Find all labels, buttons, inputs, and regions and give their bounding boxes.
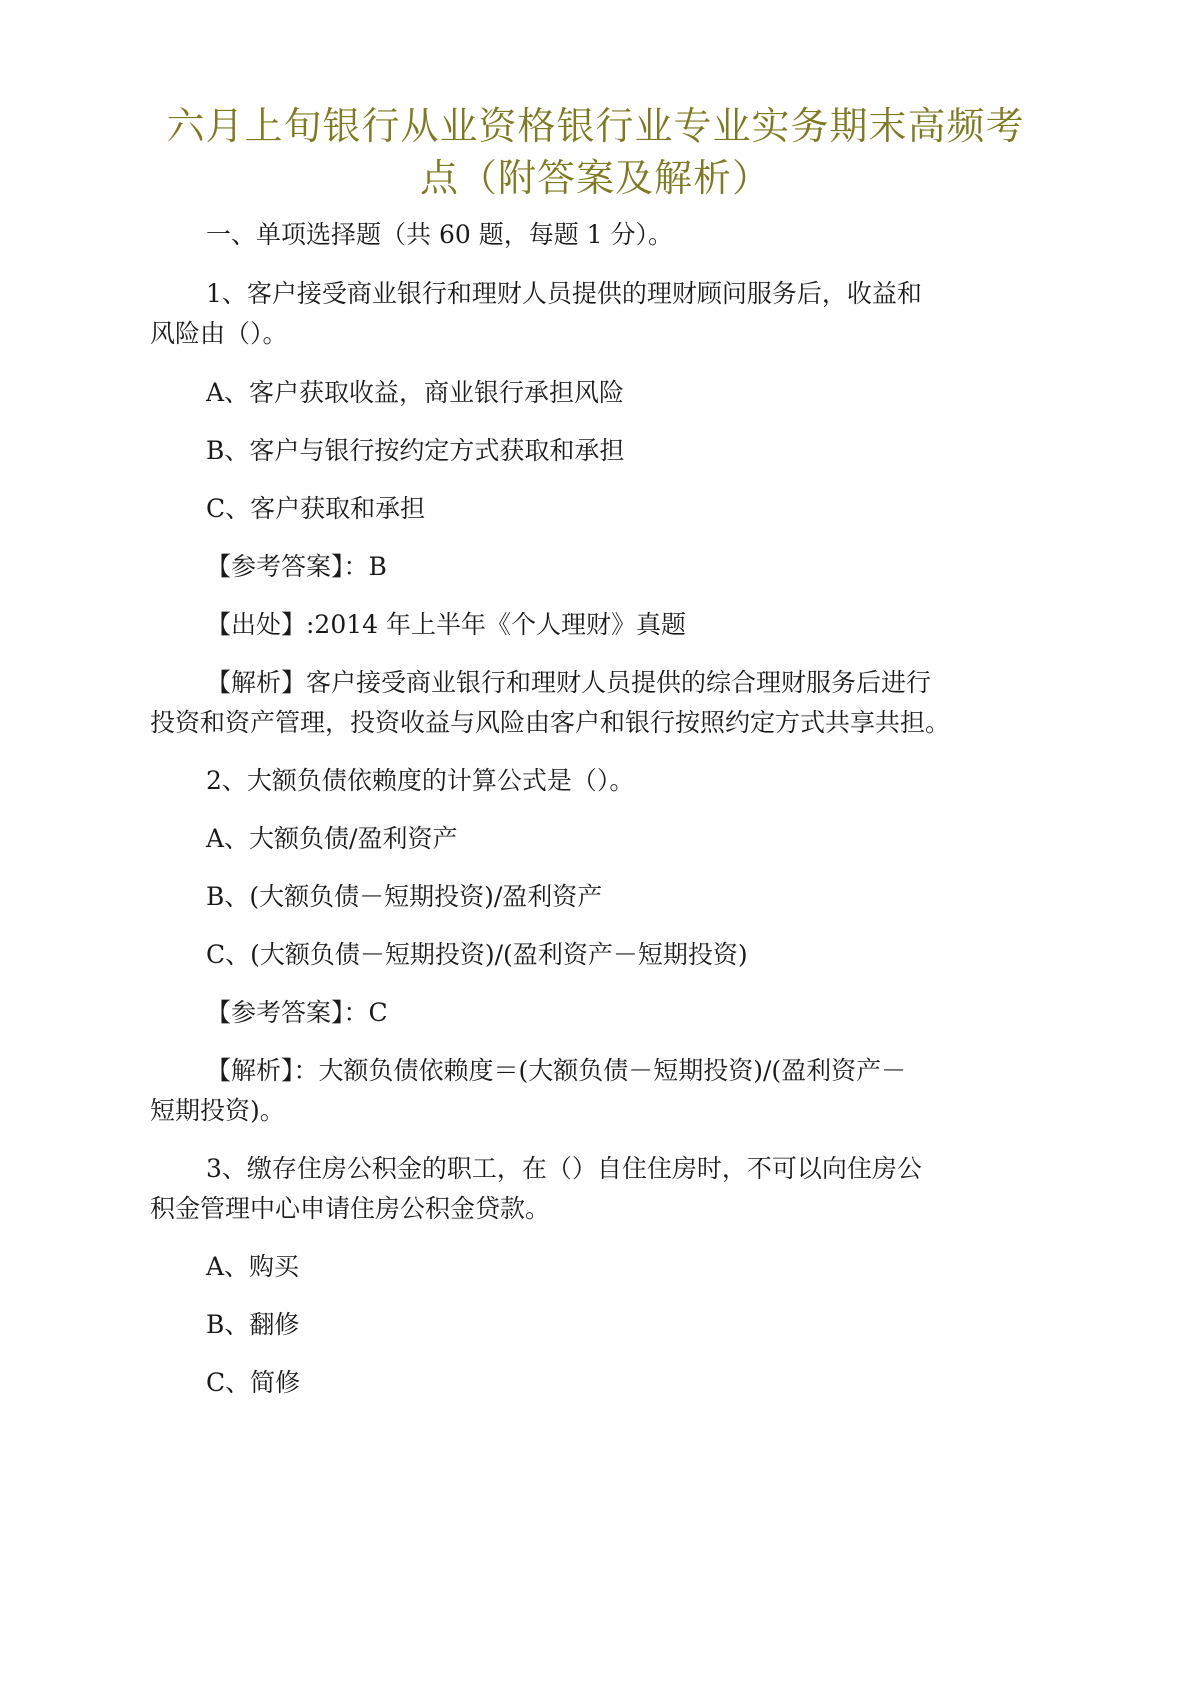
section-heading: 一、单项选择题（共 60 题，每题 1 分）。 (206, 220, 674, 249)
q2-stem: 2、大额负债依赖度的计算公式是（）。 (206, 766, 635, 795)
q1-option-b: B、客户与银行按约定方式获取和承担 (206, 436, 625, 465)
q2-option-c: C、(大额负债－短期投资)/(盈利资产－短期投资) (206, 940, 748, 969)
q1-stem-line-2: 风险由（）。 (150, 319, 288, 348)
q2-answer: 【参考答案】：C (206, 998, 388, 1027)
q2-option-a: A、大额负债/盈利资产 (206, 824, 458, 853)
q1-option-c: C、客户获取和承担 (206, 494, 426, 523)
q1-option-a: A、客户获取收益，商业银行承担风险 (206, 378, 625, 407)
q1-stem-line-1: 1、客户接受商业银行和理财人员提供的理财顾问服务后，收益和 (206, 279, 922, 308)
q3-option-c: C、简修 (206, 1368, 301, 1397)
q3-stem-line-1: 3、缴存住房公积金的职工，在（）自住住房时，不可以向住房公 (206, 1154, 922, 1183)
q1-analysis-line-2: 投资和资产管理，投资收益与风险由客户和银行按照约定方式共享共担。 (150, 708, 951, 737)
q2-analysis-line-1: 【解析】：大额负债依赖度＝(大额负债－短期投资)/(盈利资产－ (206, 1056, 907, 1085)
q2-analysis-line-2: 短期投资)。 (150, 1096, 285, 1125)
q3-option-b: B、翻修 (206, 1310, 300, 1339)
q3-stem-line-2: 积金管理中心申请住房公积金贷款。 (150, 1194, 551, 1223)
q1-analysis-line-1: 【解析】客户接受商业银行和理财人员提供的综合理财服务后进行 (206, 668, 932, 697)
document-title (150, 100, 1041, 204)
q1-source: 【出处】:2014 年上半年《个人理财》真题 (206, 610, 686, 639)
q3-option-a: A、购买 (206, 1252, 300, 1281)
q2-option-b: B、(大额负债－短期投资)/盈利资产 (206, 882, 603, 911)
q1-answer: 【参考答案】：B (206, 552, 387, 581)
title-line-1: 六月上旬银行从业资格银行业专业实务期末高频考 (166, 104, 1025, 148)
title-line-2: 点（附答案及解析） (419, 156, 771, 200)
